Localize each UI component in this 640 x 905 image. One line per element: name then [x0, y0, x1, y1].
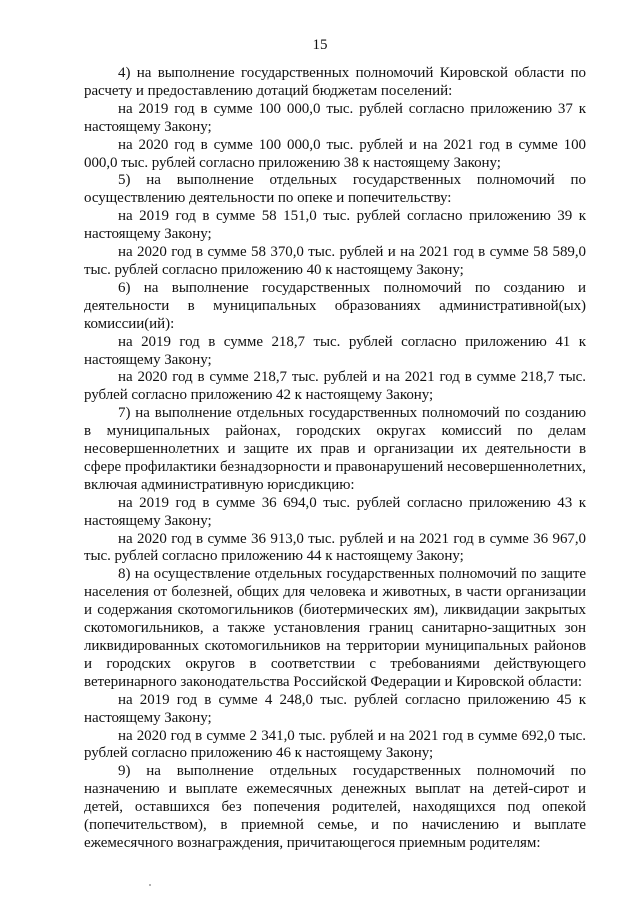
paragraph-item-4: 4) на выполнение государственных полномочий Кировской области по расчету и предоставлению дотаций бюджетам поселений:: [84, 65, 586, 99]
paragraph-item-6-2020-2021: на 2020 год в сумме 218,7 тыс. рублей и на 2021 год в сумме 218,7 тыс. рублей согласно приложению 42 к настоящему Закону;: [84, 369, 586, 404]
paragraph-item-9: 9) на выполнение отдельных государственных полномочий по назначению и выплате ежемесячных денежных выплат на детей-сирот и детей, оставшихся без попечения родителей, находящихся под опекой (попечительством), в приемной семье, и по начислению и выплате ежемесячного вознаграждения, причитающегося приемным родителям:: [84, 763, 586, 851]
paragraph-item-6: 6) на выполнение государственных полномочий по созданию и деятельности в муниципальных образованиях административной(ых) комиссии(ий):: [84, 279, 586, 332]
paragraph-item-4-2019: на 2019 год в сумме 100 000,0 тыс. рублей согласно приложению 37 к настоящему Закону;: [84, 100, 586, 135]
paragraph-item-7: 7) на выполнение отдельных государственных полномочий по созданию в муниципальных районах, городских округах комиссий по делам несовершеннолетних и защите их прав и организации их деятельности в сфере профилактики безнадзорности и правонарушений несовершеннолетних, включая административную юрисдикцию:: [84, 405, 586, 493]
page-number: 15: [312, 37, 328, 53]
paragraph-item-8-2019: на 2019 год в сумме 4 248,0 тыс. рублей согласно приложению 45 к настоящему Закону;: [84, 691, 586, 726]
paragraph-item-5-2019: на 2019 год в сумме 58 151,0 тыс. рублей согласно приложению 39 к настоящему Закону;: [84, 208, 586, 243]
paragraph-item-4-2020-2021: на 2020 год в сумме 100 000,0 тыс. рублей и на 2021 год в сумме 100 000,0 тыс. рублей согласно приложению 38 к настоящему Закону;: [84, 136, 586, 171]
paragraph-item-5: 5) на выполнение отдельных государственных полномочий по осуществлению деятельности по опеке и попечительству:: [84, 172, 586, 207]
document-body: [84, 65, 586, 853]
paragraph-item-5-2020-2021: на 2020 год в сумме 58 370,0 тыс. рублей и на 2021 год в сумме 58 589,0 тыс. рублей согласно приложению 40 к настоящему Закону;: [84, 244, 586, 278]
paragraph-item-6-2019: на 2019 год в сумме 218,7 тыс. рублей согласно приложению 41 к настоящему Закону;: [84, 333, 586, 368]
scan-speck: [149, 884, 151, 886]
paragraph-item-8: 8) на осуществление отдельных государственных полномочий по защите населения от болезней, общих для человека и животных, в части организации и содержания скотомогильников (биотермических ям), ликвидации закрытых скотомогильников, а также установления границ санитарно-защитных зон ликвидированных скотомогильников на территории муниципальных районов и городских округов в соответствии с требованиями действующего ветеринарного законодательства Российской Федерации и Кировской области:: [84, 566, 586, 690]
paragraph-item-7-2020-2021: на 2020 год в сумме 36 913,0 тыс. рублей и на 2021 год в сумме 36 967,0 тыс. рублей согласно приложению 44 к настоящему Закону;: [84, 530, 586, 565]
paragraph-item-7-2019: на 2019 год в сумме 36 694,0 тыс. рублей согласно приложению 43 к настоящему Закону;: [84, 494, 586, 529]
paragraph-item-8-2020-2021: на 2020 год в сумме 2 341,0 тыс. рублей и на 2021 год в сумме 692,0 тыс. рублей согласно приложению 46 к настоящему Закону;: [84, 727, 586, 762]
